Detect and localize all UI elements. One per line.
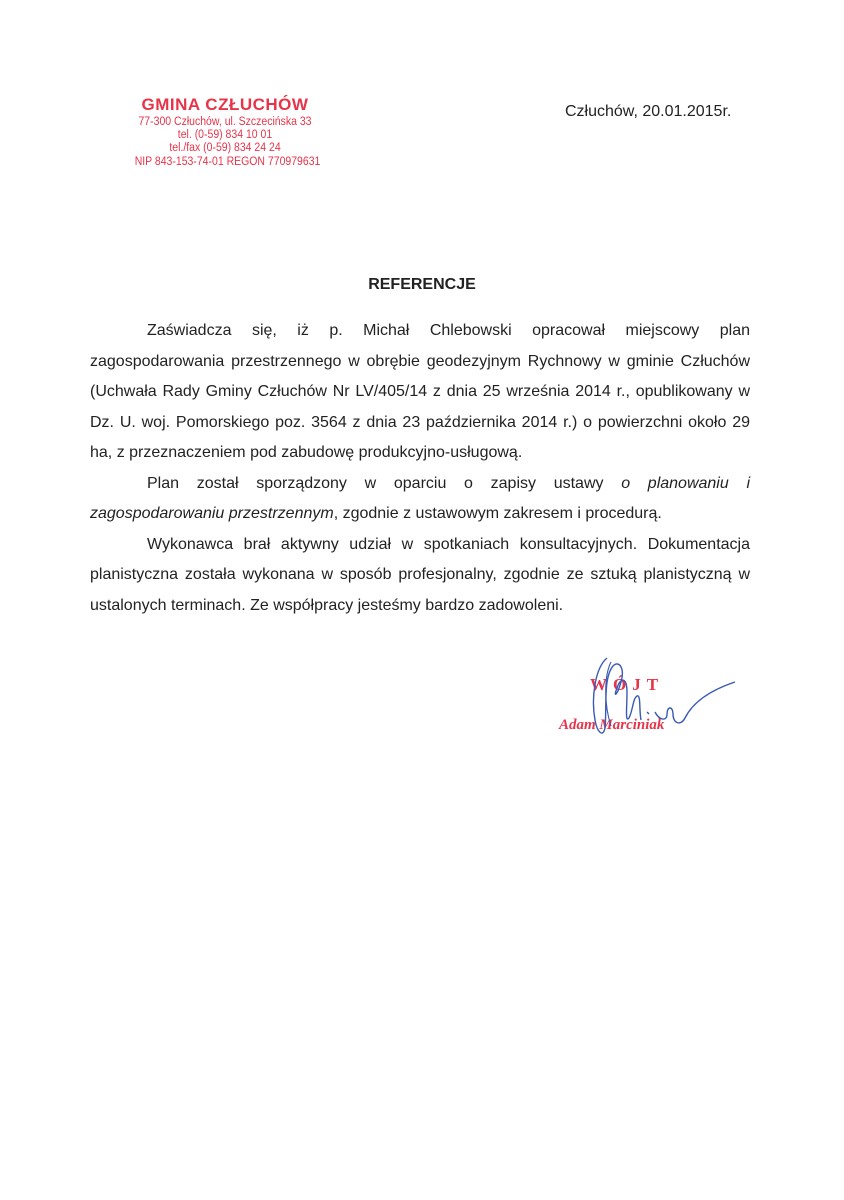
municipality-address: 77-300 Człuchów, ul. Szczecińska 33 xyxy=(138,114,312,128)
paragraph-2-start: Plan został sporządzony w oparciu o zapisy ustawy xyxy=(147,474,622,492)
signatory-name: Adam Marciniak xyxy=(559,717,665,733)
municipality-name: GMINA CZŁUCHÓW xyxy=(141,95,309,114)
paragraph-2 xyxy=(90,469,750,530)
letter-body xyxy=(90,316,750,621)
municipality-fax: tel./fax (0-59) 834 24 24 xyxy=(169,140,281,155)
paragraph-2-end: , zgodnie z ustawowym zakresem i procedurą. xyxy=(333,505,662,522)
paragraph-1: Zaświadcza się, iż p. Michał Chlebowski opracował miejscowy plan zagospodarowania przestrzennego w obrębie geodezyjnym Rychnowy w gminie Człuchów (Uchwała Rady Gminy Człuchów Nr LV/405/14 z dnia 25 września 2014 r., opublikowany w Dz. U. woj. Pomorskiego poz. 3564 z dnia 23 października 2014 r.) o powierzchni około 29 ha, z przeznaczeniem pod zabudowę produkcyjno-usługową. xyxy=(90,322,750,461)
municipality-ids: NIP 843-153-74-01 REGON 770979631 xyxy=(134,153,321,168)
letterhead-stamp xyxy=(120,96,330,167)
paragraph-3: Wykonawca brał aktywny udział w spotkaniach konsultacyjnych. Dokumentacja planistyczna została wykonana w sposób profesjonalny, zgodnie ze sztuką planistyczną w ustalonych terminach. Ze współpracy jesteśmy bardzo zadowoleni. xyxy=(90,535,750,614)
act-title: o planowaniu i zagospodarowaniu przestrzennym xyxy=(90,474,751,522)
municipality-phone: tel. (0-59) 834 10 01 xyxy=(177,127,273,142)
handwritten-signature xyxy=(555,648,755,758)
document-title: REFERENCJE xyxy=(368,276,476,293)
signature-block xyxy=(555,648,755,758)
signatory-title: WÓJT xyxy=(590,675,665,694)
letter-date: Człuchów, 20.01.2015r. xyxy=(565,103,732,120)
